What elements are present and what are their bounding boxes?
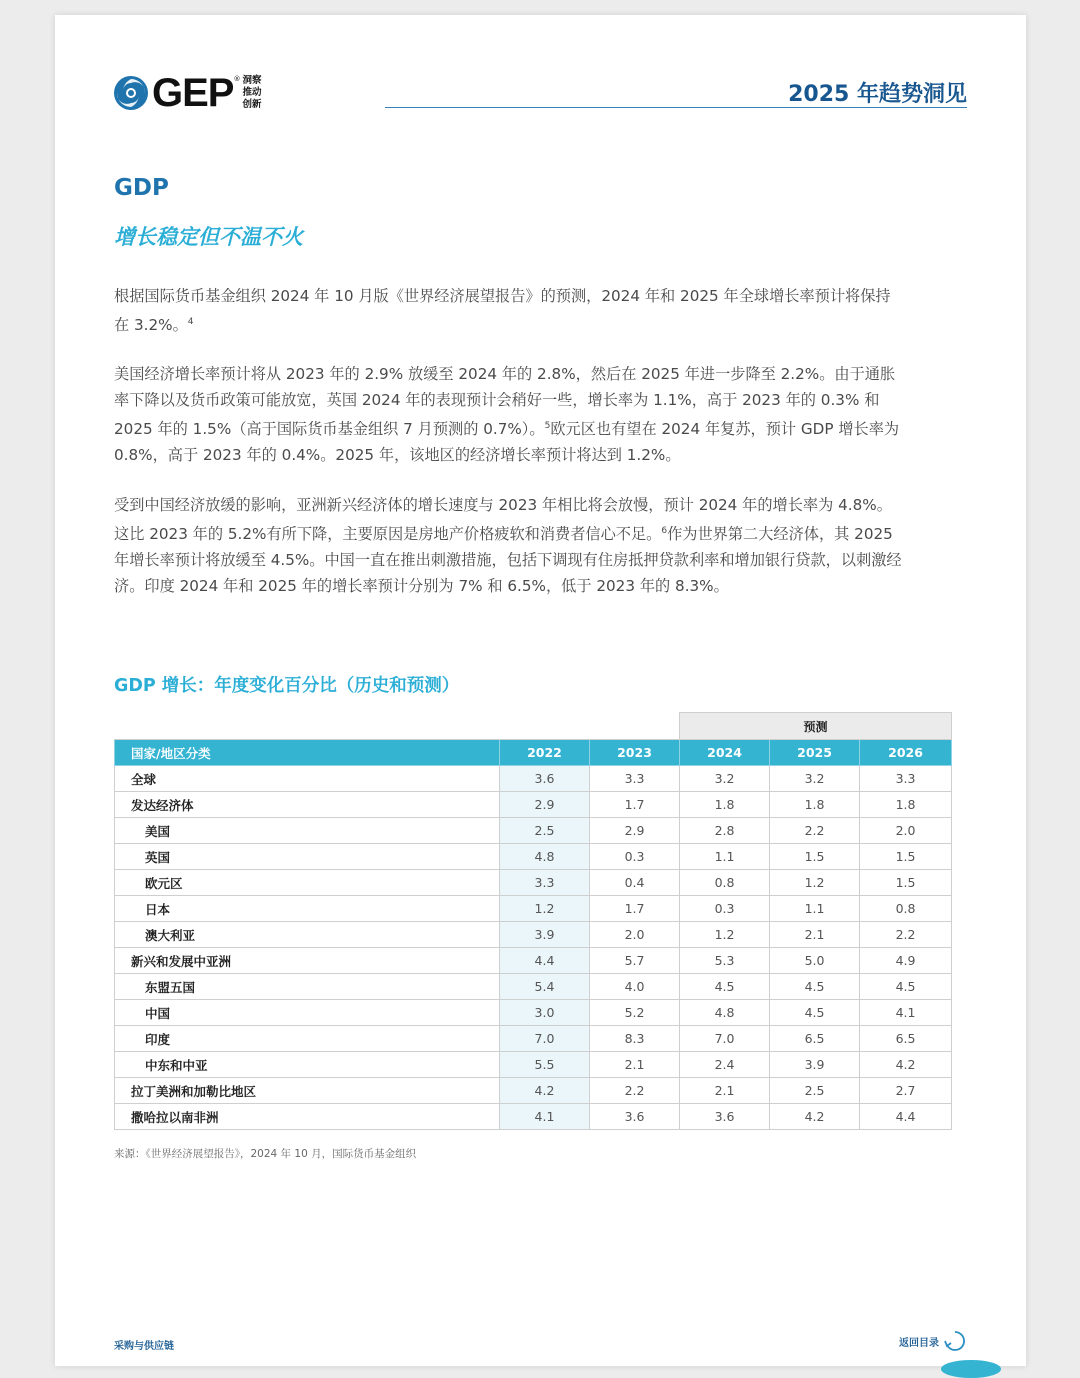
value-cell: 4.8: [500, 844, 590, 870]
value-cell: 3.0: [500, 1000, 590, 1026]
table-row: [115, 896, 952, 922]
column-header-year: 2024: [680, 740, 770, 766]
value-cell: 1.8: [860, 792, 952, 818]
value-cell: 3.6: [680, 1104, 770, 1130]
value-cell: 4.5: [680, 974, 770, 1000]
value-cell: 3.3: [860, 766, 952, 792]
paragraph-text: 美国经济增长率预计将从 2023 年的 2.9% 放缓至 2024 年的 2.8%，然后在 2025 年进一步降至 2.2%。由于通胀率下降以及货币政策可能放宽，英国 2024 年的表现预计会稍好一些，增长率为 1.1%，高于 2023 年的 0.3% 和 2025 年的 1.5%（高于国际货币基金组织 7 月预测的 0.7%）。: [114, 365, 896, 438]
region-name: 全球: [115, 766, 500, 792]
value-cell: 1.5: [770, 844, 860, 870]
table-row: [115, 1104, 952, 1130]
region-name: 中东和中亚: [115, 1052, 500, 1078]
value-cell: 8.3: [590, 1026, 680, 1052]
paragraph-developed-economies: [114, 361, 904, 468]
table-row: [115, 792, 952, 818]
value-cell: 4.1: [860, 1000, 952, 1026]
footnote-ref[interactable]: 5: [544, 421, 551, 431]
table-row: [115, 818, 952, 844]
region-name: 欧元区: [115, 870, 500, 896]
column-header-year: 2026: [860, 740, 952, 766]
value-cell: 3.6: [590, 1104, 680, 1130]
gep-swirl-icon: [113, 75, 149, 111]
value-cell: 2.1: [590, 1052, 680, 1078]
value-cell: 2.7: [860, 1078, 952, 1104]
value-cell: 1.1: [680, 844, 770, 870]
value-cell: 3.3: [590, 766, 680, 792]
table-row: [115, 844, 952, 870]
footnote-ref[interactable]: 4: [187, 317, 194, 327]
value-cell: 2.0: [860, 818, 952, 844]
value-cell: 2.5: [500, 818, 590, 844]
value-cell: 1.5: [860, 870, 952, 896]
value-cell: 5.4: [500, 974, 590, 1000]
value-cell: 1.8: [770, 792, 860, 818]
value-cell: 3.9: [770, 1052, 860, 1078]
paragraph-text: 欧元区也有望在 2024 年复苏，预计 GDP 增长率为 0.8%，高于 2023 年的 0.4%。2025 年，该地区的经济增长率预计将达到 1.2%。: [114, 420, 900, 464]
back-to-contents-link[interactable]: [899, 1329, 967, 1353]
value-cell: 4.4: [860, 1104, 952, 1130]
value-cell: 2.1: [770, 922, 860, 948]
value-cell: 0.3: [590, 844, 680, 870]
gdp-growth-table: [114, 712, 952, 1130]
report-title: 2025 年趋势洞见: [788, 82, 967, 107]
value-cell: 3.2: [680, 766, 770, 792]
table-row: [115, 1078, 952, 1104]
region-name: 日本: [115, 896, 500, 922]
value-cell: 1.1: [770, 896, 860, 922]
value-cell: 4.9: [860, 948, 952, 974]
table-row: [115, 974, 952, 1000]
table-source-note: 来源：《世界经济展望报告》，2024 年 10 月，国际货币基金组织: [114, 1148, 417, 1160]
value-cell: 2.1: [680, 1078, 770, 1104]
paragraph-emerging-asia: [114, 492, 904, 599]
value-cell: 2.0: [590, 922, 680, 948]
value-cell: 5.3: [680, 948, 770, 974]
value-cell: 2.2: [860, 922, 952, 948]
column-header-year: 2025: [770, 740, 860, 766]
value-cell: 0.8: [860, 896, 952, 922]
tagline-line: 推动: [242, 87, 262, 98]
column-header-region: 国家/地区分类: [115, 740, 500, 766]
region-name: 发达经济体: [115, 792, 500, 818]
table-row: [115, 1052, 952, 1078]
region-name: 新兴和发展中亚洲: [115, 948, 500, 974]
table-body: [115, 766, 952, 1130]
value-cell: 4.1: [500, 1104, 590, 1130]
value-cell: 3.6: [500, 766, 590, 792]
value-cell: 4.8: [680, 1000, 770, 1026]
region-name: 美国: [115, 818, 500, 844]
forecast-header-row: [115, 713, 952, 740]
value-cell: 1.8: [680, 792, 770, 818]
value-cell: 4.0: [590, 974, 680, 1000]
footer-section-link[interactable]: 采购与供应链: [114, 1341, 174, 1352]
value-cell: 2.4: [680, 1052, 770, 1078]
value-cell: 4.5: [770, 974, 860, 1000]
value-cell: 0.8: [680, 870, 770, 896]
value-cell: 0.3: [680, 896, 770, 922]
table-row: [115, 948, 952, 974]
region-name: 澳大利亚: [115, 922, 500, 948]
value-cell: 4.4: [500, 948, 590, 974]
value-cell: 5.2: [590, 1000, 680, 1026]
region-name: 中国: [115, 1000, 500, 1026]
value-cell: 1.2: [500, 896, 590, 922]
value-cell: 5.7: [590, 948, 680, 974]
value-cell: 5.0: [770, 948, 860, 974]
region-name: 英国: [115, 844, 500, 870]
header-divider: [385, 107, 967, 108]
region-name: 东盟五国: [115, 974, 500, 1000]
section-subheading: 增长稳定但不温不火: [114, 225, 303, 249]
gep-logo: [113, 73, 262, 113]
paragraph-text: 根据国际货币基金组织 2024 年 10 月版《世界经济展望报告》的预测，2024 年和 2025 年全球增长率预计将保持在 3.2%。: [114, 287, 891, 334]
value-cell: 6.5: [770, 1026, 860, 1052]
value-cell: 7.0: [500, 1026, 590, 1052]
tagline-line: 创新: [242, 99, 262, 110]
region-name: 拉丁美洲和加勒比地区: [115, 1078, 500, 1104]
table-row: [115, 1000, 952, 1026]
table-header-row: [115, 740, 952, 766]
table-row: [115, 766, 952, 792]
value-cell: 1.2: [680, 922, 770, 948]
column-header-year: 2023: [590, 740, 680, 766]
value-cell: 4.2: [500, 1078, 590, 1104]
forecast-label: 预测: [680, 713, 952, 740]
value-cell: 4.2: [770, 1104, 860, 1130]
value-cell: 3.3: [500, 870, 590, 896]
value-cell: 0.4: [590, 870, 680, 896]
blank-cell: [115, 713, 680, 740]
region-name: 撒哈拉以南非洲: [115, 1104, 500, 1130]
brand-registered-mark: ®: [233, 75, 241, 83]
brand-name: GEP: [152, 71, 234, 115]
value-cell: 4.2: [860, 1052, 952, 1078]
tagline-line: 洞察: [242, 75, 262, 86]
brand-tagline: [242, 75, 261, 111]
region-name: 印度: [115, 1026, 500, 1052]
document-page: [55, 15, 1026, 1366]
value-cell: 1.2: [770, 870, 860, 896]
value-cell: 2.2: [590, 1078, 680, 1104]
value-cell: 4.5: [770, 1000, 860, 1026]
value-cell: 6.5: [860, 1026, 952, 1052]
value-cell: 4.5: [860, 974, 952, 1000]
back-to-contents-label: 返回目录: [899, 1337, 939, 1349]
value-cell: 2.2: [770, 818, 860, 844]
table-title: GDP 增长：年度变化百分比（历史和预测）: [114, 676, 460, 696]
section-heading: GDP: [114, 175, 169, 201]
page-corner-decoration: [941, 1360, 1001, 1378]
value-cell: 1.5: [860, 844, 952, 870]
value-cell: 2.8: [680, 818, 770, 844]
value-cell: 2.9: [500, 792, 590, 818]
value-cell: 1.7: [590, 792, 680, 818]
value-cell: 3.9: [500, 922, 590, 948]
value-cell: 2.9: [590, 818, 680, 844]
paragraph-text: 作为世界第二大经济体，其 2025 年增长率预计将放缓至 4.5%。中国一直在推出刺激措施，包括下调现有住房抵押贷款利率和增加银行贷款，以刺激经济。印度 2024 年和 2025 年的增长率预计分别为 7% 和 6.5%，低于 2023 年的 8.3%。: [114, 525, 902, 595]
column-header-year: 2022: [500, 740, 590, 766]
value-cell: 5.5: [500, 1052, 590, 1078]
value-cell: 7.0: [680, 1026, 770, 1052]
value-cell: 3.2: [770, 766, 860, 792]
return-arrow-icon: [943, 1329, 967, 1353]
table-row: [115, 870, 952, 896]
paragraph-global-outlook: [114, 283, 904, 338]
table-row: [115, 1026, 952, 1052]
table-row: [115, 922, 952, 948]
value-cell: 1.7: [590, 896, 680, 922]
footnote-ref[interactable]: 6: [661, 526, 668, 536]
value-cell: 2.5: [770, 1078, 860, 1104]
paragraph-text: 受到中国经济放缓的影响，亚洲新兴经济体的增长速度与 2023 年相比将会放慢，预计 2024 年的增长率为 4.8%。这比 2023 年的 5.2%有所下降，主要原因是房地产价格疲软和消费者信心不足。: [114, 496, 892, 543]
